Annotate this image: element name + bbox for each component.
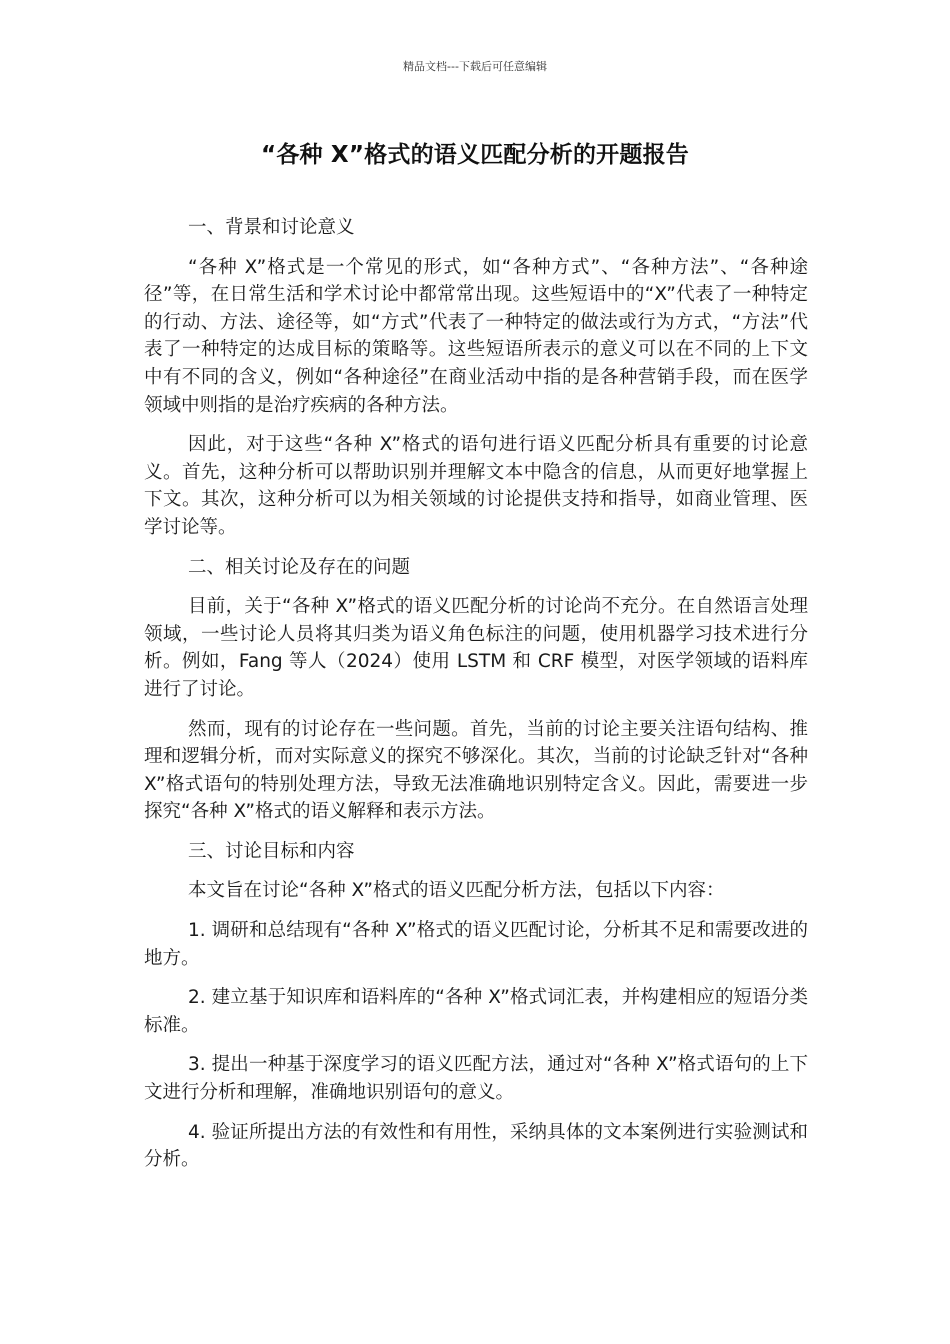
list-item: 3. 提出一种基于深度学习的语义匹配方法，通过对“各种 X”格式语句的上下文进行分析和理解，准确地识别语句的意义。: [144, 1054, 808, 1104]
document-title: “各种 X”格式的语义匹配分析的开题报告: [261, 142, 689, 168]
section-heading-goals: 三、讨论目标和内容: [188, 840, 355, 862]
header-note: 精品文档---下载后可任意编辑: [403, 60, 547, 73]
section-heading-background: 一、背景和讨论意义: [188, 217, 355, 238]
list-item: 4. 验证所提出方法的有效性和有用性，采纳具体的文本案例进行实验测试和分析。: [144, 1121, 808, 1171]
section-heading-related-work: 二、相关讨论及存在的问题: [188, 556, 411, 578]
paragraph: 然而，现有的讨论存在一些问题。首先，当前的讨论主要关注语句结构、推理和逻辑分析，而对实际意义的探究不够深化。其次，当前的讨论缺乏针对“各种 X”格式语句的特别处理方法，导致无法准确地识别特定含义。因此，需要进一步探究“各种 X”格式的语义解释和表示方法。: [144, 718, 808, 823]
document-body: [144, 214, 808, 1186]
paragraph: 本文旨在讨论“各种 X”格式的语义匹配分析方法，包括以下内容：: [188, 880, 725, 902]
list-item: 2. 建立基于知识库和语料库的“各种 X”格式词汇表，并构建相应的短语分类标准。: [144, 987, 808, 1036]
paragraph: “各种 X”格式是一个常见的形式，如“各种方式”、“各种方法”、“各种途径”等，在日常生活和学术讨论中都常常出现。这些短语中的“X”代表了一种特定的行动、方法、途径等，如“方式”代表了一种特定的做法或行为方式，“方法”代表了一种特定的达成目标的策略等。这些短语所表示的意义可以在不同的上下文中有不同的含义，例如“各种途径”在商业活动中指的是各种营销手段，而在医学领域中则指的是治疗疾病的各种方法。: [144, 256, 808, 416]
paragraph: 因此，对于这些“各种 X”格式的语句进行语义匹配分析具有重要的讨论意义。首先，这种分析可以帮助识别并理解文本中隐含的信息，从而更好地掌握上下文。其次，这种分析可以为相关领域的讨论提供支持和指导，如商业管理、医学讨论等。: [144, 434, 808, 538]
paragraph: 目前，关于“各种 X”格式的语义匹配分析的讨论尚不充分。在自然语言处理领域，一些讨论人员将其归类为语义角色标注的问题，使用机器学习技术进行分析。例如，Fang 等人（2024）使用 LSTM 和 CRF 模型，对医学领域的语料库进行了讨论。: [144, 596, 808, 700]
list-item: 1. 调研和总结现有“各种 X”格式的语义匹配讨论，分析其不足和需要改进的地方。: [144, 920, 808, 969]
